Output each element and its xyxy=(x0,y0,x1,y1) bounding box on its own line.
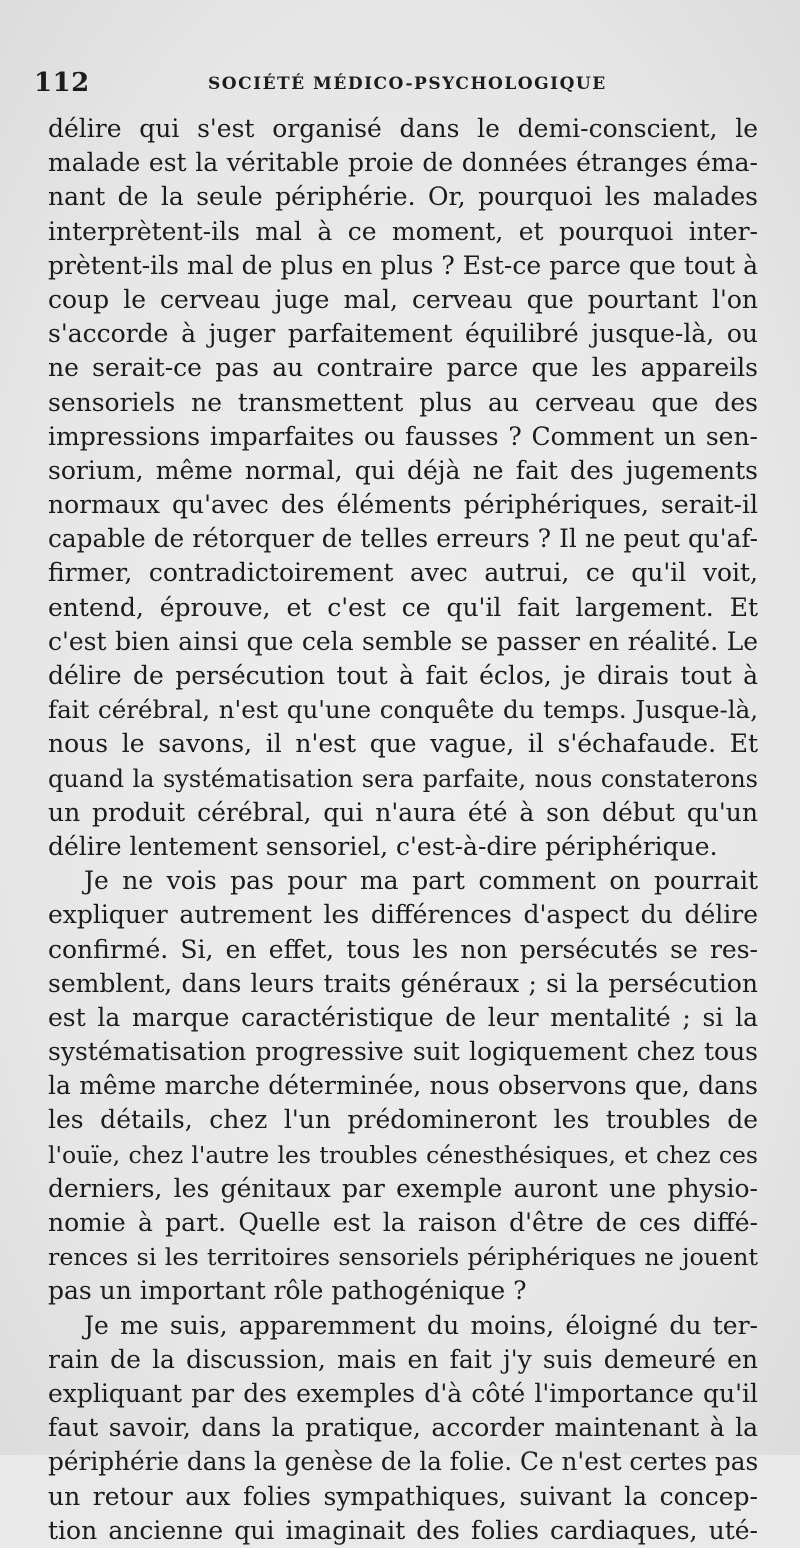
text-line: interprètent-ils mal à ce moment, et pourquoi inter- xyxy=(48,216,758,246)
text-line: normaux qu'avec des éléments périphériques, serait-il xyxy=(48,490,758,520)
text-line: faut savoir, dans la pratique, accorder maintenant à la xyxy=(48,1413,758,1443)
text-line: impressions imparfaites ou fausses ? Comment un sen- xyxy=(48,421,758,451)
text-line: tion ancienne qui imaginait des folies cardiaques, uté- xyxy=(48,1515,758,1545)
text-line: nomie à part. Quelle est la raison d'être de ces diffé- xyxy=(48,1208,758,1237)
text-line: pas un important rôle pathogénique ? xyxy=(48,1276,527,1306)
text-line: entend, éprouve, et c'est ce qu'il fait largement. Et xyxy=(48,592,758,622)
text-line: nous le savons, il n'est que vague, il s'échafaude. Et xyxy=(48,729,758,759)
text-line: s'accorde à juger parfaitement équilibré jusque-là, ou xyxy=(48,319,758,349)
text-line: expliquer autrement les différences d'aspect du délire xyxy=(48,900,758,930)
text-line: la même marche déterminée, nous observons que, dans xyxy=(48,1071,758,1101)
text-line: délire de persécution tout à fait éclos, je dirais tout à xyxy=(48,661,758,690)
text-line: coup le cerveau juge mal, cerveau que pourtant l'on xyxy=(48,284,758,314)
running-title: SOCIÉTÉ MÉDICO-PSYCHOLOGIQUE xyxy=(208,74,607,94)
text-line: quand la systématisation sera parfaite, nous constaterons xyxy=(48,764,758,793)
text-line: rain de la discussion, mais en fait j'y suis demeuré en xyxy=(48,1344,758,1374)
text-line: rences si les territoires sensoriels périphériques ne jouent xyxy=(48,1243,758,1272)
text-line: un retour aux folies sympathiques, suivant la concep- xyxy=(48,1481,758,1511)
text-line: semblent, dans leurs traits généraux ; si la persécution xyxy=(48,968,758,998)
text-line: les détails, chez l'un prédomineront les troubles de xyxy=(48,1105,758,1135)
text-line: un produit cérébral, qui n'aura été à son début qu'un xyxy=(48,797,758,827)
text-line: l'ouïe, chez l'autre les troubles cénesthésiques, et chez ces xyxy=(48,1140,758,1169)
text-line: délire lentement sensoriel, c'est-à-dire périphérique. xyxy=(48,831,718,861)
text-line: derniers, les génitaux par exemple auront une physio- xyxy=(48,1173,758,1203)
text-line: nant de la seule périphérie. Or, pourquoi les malades xyxy=(48,182,758,212)
text-line: malade est la véritable proie de données étranges éma- xyxy=(48,148,758,178)
text-line: sensoriels ne transmettent plus au cerveau que des xyxy=(48,387,758,417)
text-line: Je ne vois pas pour ma part comment on pourrait xyxy=(84,866,758,896)
text-line: c'est bien ainsi que cela semble se passer en réalité. Le xyxy=(48,626,758,656)
text-line: prètent-ils mal de plus en plus ? Est-ce parce que tout à xyxy=(48,250,758,280)
text-line: fait cérébral, n'est qu'une conquête du temps. Jusque-là, xyxy=(48,695,758,725)
text-line: ne serait-ce pas au contraire parce que les appareils xyxy=(48,353,758,383)
text-line: est la marque caractéristique de leur mentalité ; si la xyxy=(48,1002,758,1032)
page-number: 112 xyxy=(34,68,90,98)
text-line: délire qui s'est organisé dans le demi-conscient, le xyxy=(48,114,758,143)
text-line: périphérie dans la genèse de la folie. Ce n'est certes pas xyxy=(48,1447,759,1477)
body-text xyxy=(48,112,758,1548)
text-line: sorium, même normal, qui déjà ne fait des jugements xyxy=(48,455,758,485)
text-line: firmer, contradictoirement avec autrui, ce qu'il voit, xyxy=(48,558,758,588)
text-line: systématisation progressive suit logiquement chez tous xyxy=(48,1037,758,1067)
text-line: expliquant par des exemples d'à côté l'importance qu'il xyxy=(48,1378,758,1408)
text-line: confirmé. Si, en effet, tous les non persécutés se res- xyxy=(48,934,758,964)
text-line: Je me suis, apparemment du moins, éloigné du ter- xyxy=(84,1310,758,1340)
page-header xyxy=(34,66,754,106)
text-line: capable de rétorquer de telles erreurs ? Il ne peut qu'af- xyxy=(48,524,758,554)
